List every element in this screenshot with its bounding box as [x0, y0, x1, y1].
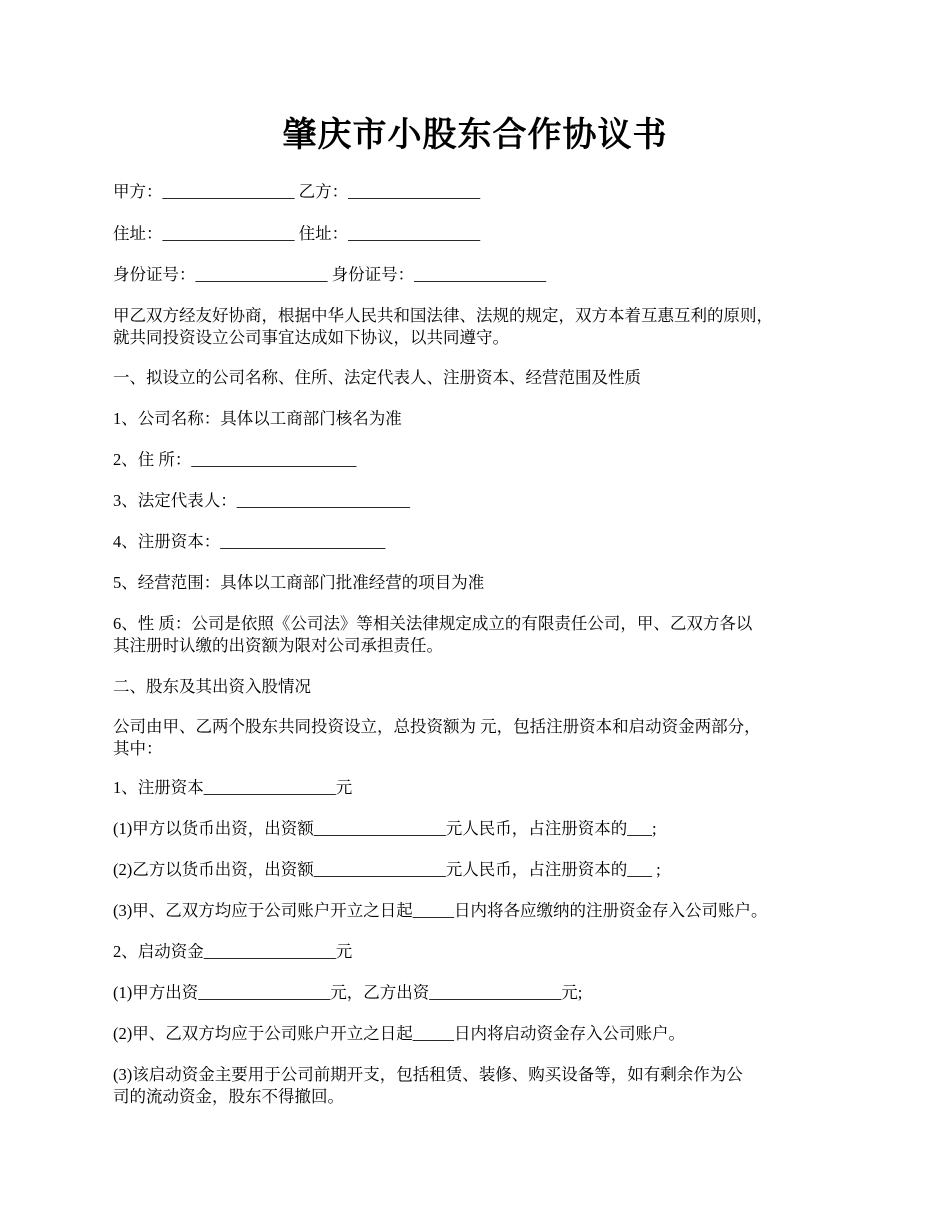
party-a-capital: (1)甲方以货币出资，出资额________________元人民币，占注册资本的___;	[113, 819, 657, 838]
intro-line-1: 甲乙双方经友好协商，根据中华人民共和国法律、法规的规定，双方本着互惠互利的原则，	[113, 306, 773, 325]
startup-usage-line-1: (3)该启动资金主要用于公司前期开支，包括租赁、装修、购买设备等，如有剩余作为公	[113, 1065, 743, 1084]
company-address-item: 2、住 所：____________________	[113, 450, 357, 469]
capital-deposit-deadline: (3)甲、乙双方均应于公司账户开立之日起_____日内将各应缴纳的注册资金存入公司账户。	[113, 901, 768, 920]
startup-funds-total: 2、启动资金________________元	[113, 942, 353, 961]
intro-line-2: 就共同投资设立公司事宜达成如下协议，以共同遵守。	[113, 328, 509, 347]
startup-usage-line-2: 司的流动资金，股东不得撤回。	[113, 1087, 344, 1106]
registered-capital-item: 4、注册资本：____________________	[113, 532, 386, 551]
company-nature-line-1: 6、性 质：公司是依照《公司法》等相关法律规定成立的有限责任公司，甲、乙双方各以	[113, 614, 753, 633]
section1-heading: 一、拟设立的公司名称、住所、法定代表人、注册资本、经营范围及性质	[113, 368, 641, 387]
registered-capital-total: 1、注册资本________________元	[113, 778, 353, 797]
party-names-line: 甲方：________________ 乙方：________________	[113, 182, 481, 201]
section2-heading: 二、股东及其出资入股情况	[113, 677, 311, 696]
business-scope-item: 5、经营范围：具体以工商部门批准经营的项目为准	[113, 573, 485, 592]
legal-representative-item: 3、法定代表人：_____________________	[113, 491, 410, 510]
intro-paragraph	[113, 305, 853, 349]
investment-intro-line-1: 公司由甲、乙两个股东共同投资设立，总投资额为 元，包括注册资本和启动资金两部分，	[113, 717, 761, 736]
party-id-line: 身份证号：________________ 身份证号：________________	[113, 265, 547, 284]
company-nature-line-2: 其注册时认缴的出资额为限对公司承担责任。	[113, 636, 443, 655]
company-nature-item	[113, 613, 853, 657]
party-address-line: 住址：________________ 住址：________________	[113, 224, 481, 243]
startup-funds-split: (1)甲方出资________________元，乙方出资________________元;	[113, 983, 583, 1002]
investment-intro-line-2: 其中：	[113, 739, 163, 758]
document-title: 肇庆市小股东合作协议书	[282, 117, 668, 154]
company-name-item: 1、公司名称：具体以工商部门核名为准	[113, 409, 402, 428]
startup-usage-paragraph	[113, 1064, 853, 1108]
party-b-capital: (2)乙方以货币出资，出资额________________元人民币，占注册资本的___ ;	[113, 860, 661, 879]
investment-intro-paragraph	[113, 716, 853, 760]
startup-deposit-deadline: (2)甲、乙双方均应于公司账户开立之日起_____日内将启动资金存入公司账户。	[113, 1024, 685, 1043]
